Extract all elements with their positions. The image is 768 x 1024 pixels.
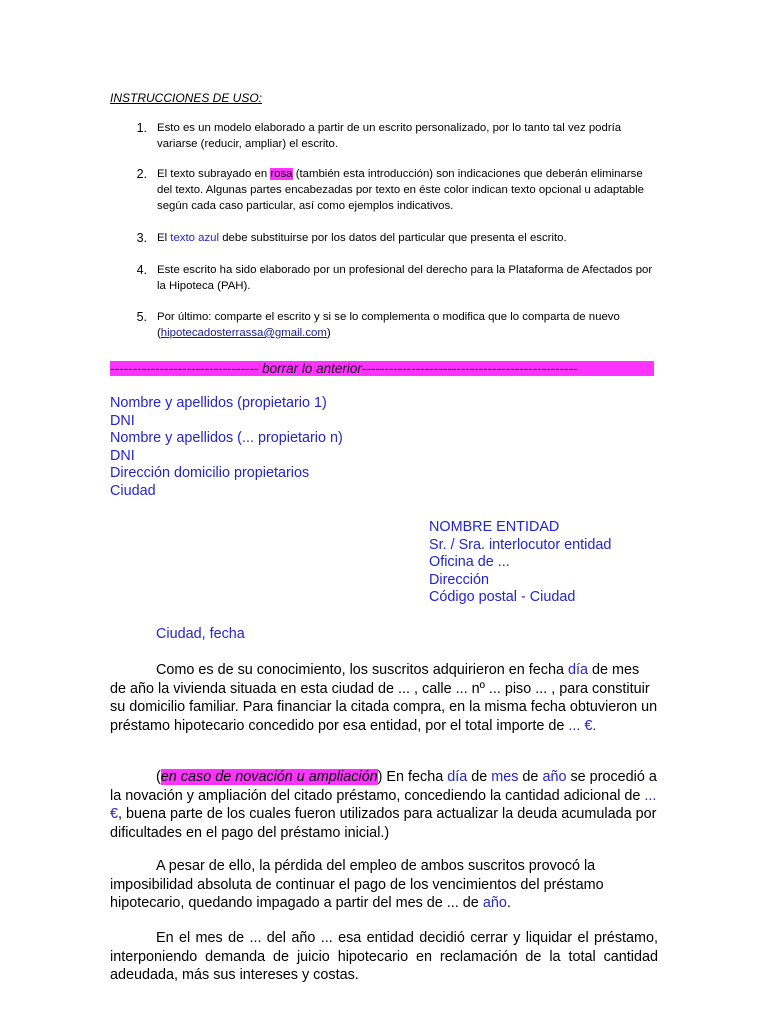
optional-section-highlight: en caso de novación u ampliación bbox=[160, 769, 378, 785]
sender-line: Nombre y apellidos (propietario 1) bbox=[110, 395, 327, 411]
recipient-line: Código postal - Ciudad bbox=[429, 589, 576, 606]
item-number: 3. bbox=[136, 231, 147, 245]
recipient-line: Oficina de ... bbox=[429, 554, 510, 571]
place-date: Ciudad, fecha bbox=[156, 626, 245, 642]
item-number: 1. bbox=[136, 121, 147, 135]
instructions-title: INSTRUCCIONES DE USO: bbox=[110, 91, 263, 105]
recipient-line: NOMBRE ENTIDAD bbox=[429, 519, 560, 535]
sender-line: Ciudad bbox=[110, 482, 156, 499]
delete-above-divider: --------------------------------- borrar lo anterior------------------------------------------------ bbox=[110, 361, 654, 376]
sender-block bbox=[110, 395, 343, 501]
sender-line: Dirección domicilio propietarios bbox=[110, 465, 310, 482]
item-text: El texto subrayado en rosa (también esta introducción) son indicaciones que deberán eliminarse del texto. Algunas partes encabezadas por texto en éste color indican texto opcional u adaptable según cada caso particular, así como ejemplos indicativos. bbox=[157, 168, 644, 212]
item-text: Este escrito ha sido elaborado por un profesional del derecho para la Plataforma de Afectados por la Hipoteca (PAH). bbox=[157, 264, 653, 292]
sender-line: Nombre y apellidos (... propietario n) bbox=[110, 430, 343, 447]
item-text: Por último: comparte el escrito y si se lo complementa o modifica que lo comparta de nuevo (hipotecadosterrassa@gmail.com) bbox=[157, 311, 620, 339]
email-link[interactable]: hipotecadosterrassa@gmail.com bbox=[160, 327, 327, 339]
item-text: Esto es un modelo elaborado a partir de un escrito personalizado, por lo tanto tal vez podría variarse (reducir, ampliar) el escrito. bbox=[157, 122, 622, 150]
blue-text-sample: texto azul bbox=[170, 232, 220, 244]
recipient-block bbox=[429, 519, 611, 607]
recipient-line: Dirección bbox=[429, 571, 489, 588]
pink-highlight: rosa bbox=[270, 168, 293, 180]
paragraph-4: En el mes de ... del año ... esa entidad decidió cerrar y liquidar el préstamo, interponiendo demanda de juicio hipotecario en reclamación de la total cantidad adeudada, más sus intereses y costas. bbox=[110, 930, 658, 983]
recipient-line: Sr. / Sra. interlocutor entidad bbox=[429, 536, 612, 553]
sender-line: DNI bbox=[110, 447, 135, 464]
sender-line: DNI bbox=[110, 412, 135, 429]
item-number: 5. bbox=[136, 310, 147, 324]
paragraph-2: (en caso de novación u ampliación) En fecha día de mes de año se procedió a la novación y ampliación del citado préstamo, concediendo la cantidad adicional de ...€, buena parte de los cuales fueron utilizados para actualizar la deuda acumulada por dificultades en el pago del préstamo inicial.) bbox=[110, 769, 657, 841]
item-text: El texto azul debe substituirse por los datos del particular que presenta el escrito. bbox=[157, 232, 567, 244]
item-number: 4. bbox=[136, 263, 147, 277]
paragraph-1: Como es de su conocimiento, los suscritos adquirieron en fecha día de mes de año la vivienda situada en esta ciudad de ... , calle ... nº ... piso ... , para constituir su domicilio familiar. Para financiar la citada compra, en la misma fecha obtuvieron un préstamo hipotecario concedido por esa entidad, por el total importe de ... €. bbox=[110, 662, 658, 734]
paragraph-3: A pesar de ello, la pérdida del empleo de ambos suscritos provocó la imposibilidad absoluta de continuar el pago de los vencimientos del préstamo hipotecario, quedando impagado a partir del mes de ... de año. bbox=[110, 858, 604, 911]
item-number: 2. bbox=[136, 167, 147, 181]
